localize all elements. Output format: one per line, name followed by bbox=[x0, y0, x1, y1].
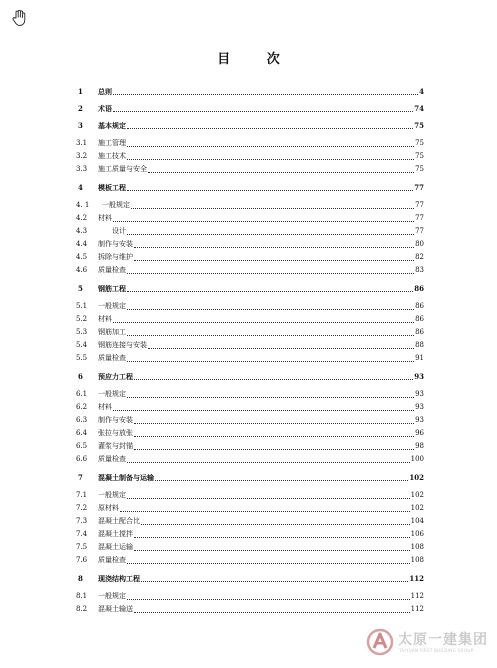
toc-entry-title: 张拉与放张 bbox=[98, 429, 133, 437]
toc-page-number: 108 bbox=[410, 556, 424, 564]
toc-page-number: 112 bbox=[410, 592, 424, 600]
toc-entry-number: 3.1 bbox=[76, 139, 88, 147]
toc-entry-number: 5.5 bbox=[76, 354, 88, 362]
toc-page-number: 83 bbox=[415, 266, 424, 274]
toc-chapter-row[interactable] bbox=[76, 573, 424, 584]
toc-section-row[interactable] bbox=[76, 591, 424, 602]
toc-entry-number: 4.3 bbox=[76, 227, 88, 235]
toc-page-number: 93 bbox=[414, 372, 424, 381]
toc-entry-number: 6.2 bbox=[76, 403, 88, 411]
toc-entry-title: 混凝土搅拌 bbox=[98, 530, 133, 538]
company-watermark bbox=[366, 628, 490, 660]
toc-page-number: 102 bbox=[410, 504, 424, 512]
toc-section-row[interactable] bbox=[76, 415, 424, 426]
toc-page-number: 77 bbox=[415, 214, 424, 222]
toc-entry-number: 5.4 bbox=[76, 341, 88, 349]
toc-entry-number: 7.4 bbox=[76, 530, 88, 538]
toc-entry-title: 混凝土输送 bbox=[98, 605, 133, 613]
toc-dot-leader bbox=[127, 145, 414, 147]
toc-dot-leader bbox=[134, 259, 414, 261]
toc-dot-leader bbox=[127, 272, 414, 274]
toc-entry-number: 1 bbox=[78, 87, 83, 96]
toc-entry-title: 拆除与维护 bbox=[98, 253, 133, 261]
toc-entry-number: 6.6 bbox=[76, 455, 88, 463]
company-logo-icon bbox=[366, 628, 394, 656]
toc-entry-title: 一般规定 bbox=[98, 592, 126, 600]
toc-dot-leader bbox=[127, 233, 414, 235]
toc-entry-number: 8.1 bbox=[76, 592, 88, 600]
toc-section-row[interactable] bbox=[76, 428, 424, 439]
toc-dot-leader bbox=[134, 378, 413, 380]
toc-entry-title: 基本规定 bbox=[98, 121, 126, 130]
toc-dot-leader bbox=[134, 448, 414, 450]
toc-entry-number: 4.6 bbox=[76, 266, 88, 274]
toc-dot-leader bbox=[127, 334, 414, 336]
toc-dot-leader bbox=[127, 189, 413, 191]
toc-section-row[interactable] bbox=[76, 529, 424, 540]
toc-dot-leader bbox=[127, 290, 413, 292]
toc-entry-title: 制作与安装 bbox=[98, 240, 133, 248]
toc-section-row[interactable] bbox=[76, 542, 424, 553]
toc-entry-number: 7.2 bbox=[76, 504, 88, 512]
toc-entry-title: 一般规定 bbox=[98, 302, 126, 310]
toc-entry-number: 4.4 bbox=[76, 240, 88, 248]
toc-entry-number: 6.4 bbox=[76, 429, 88, 437]
toc-entry-number: 7 bbox=[78, 473, 83, 482]
toc-dot-leader bbox=[120, 510, 410, 512]
toc-section-row[interactable] bbox=[76, 226, 424, 237]
toc-entry-title: 质量检查 bbox=[98, 556, 126, 564]
toc-chapter-row[interactable] bbox=[76, 371, 424, 382]
toc-dot-leader bbox=[134, 435, 414, 437]
toc-page-number: 75 bbox=[415, 152, 424, 160]
toc-section-row[interactable] bbox=[76, 353, 424, 364]
toc-section-row[interactable] bbox=[76, 314, 424, 325]
toc-entry-number: 5.1 bbox=[76, 302, 88, 310]
toc-entry-title: 施工技术 bbox=[98, 152, 126, 160]
toc-dot-leader bbox=[148, 171, 414, 173]
toc-entry-title: 材料 bbox=[98, 315, 112, 323]
toc-entry-title: 灌浆与封锚 bbox=[98, 442, 133, 450]
toc-entry-number: 8 bbox=[78, 574, 83, 583]
toc-entry-number: 7.3 bbox=[76, 517, 88, 525]
toc-entry-number: 3.2 bbox=[76, 152, 88, 160]
toc-entry-title: 混凝土配合比 bbox=[98, 517, 140, 525]
toc-section-row[interactable] bbox=[76, 604, 424, 615]
toc-entry-number: 5.3 bbox=[76, 328, 88, 336]
toc-dot-leader bbox=[141, 523, 410, 525]
toc-page-number: 86 bbox=[415, 315, 424, 323]
toc-dot-leader bbox=[113, 321, 414, 323]
toc-entry-number: 6.5 bbox=[76, 442, 88, 450]
toc-page-number: 74 bbox=[414, 104, 424, 113]
toc-page-number: 75 bbox=[414, 121, 424, 130]
toc-entry-number: 3 bbox=[78, 121, 83, 130]
toc-page-number: 75 bbox=[415, 165, 424, 173]
toc-page-number: 86 bbox=[415, 328, 424, 336]
toc-page-number: 112 bbox=[409, 574, 424, 583]
toc-entry-title: 一般规定 bbox=[98, 491, 126, 499]
toc-entry-title: 施工管理 bbox=[98, 139, 126, 147]
toc-chapter-row[interactable] bbox=[76, 472, 424, 483]
company-name: 太原一建集团 bbox=[398, 632, 488, 648]
toc-section-row[interactable] bbox=[76, 503, 424, 514]
toc-dot-leader bbox=[134, 246, 414, 248]
toc-page-number: 106 bbox=[410, 530, 424, 538]
toc-entry-title: 模板工程 bbox=[98, 183, 126, 192]
toc-section-row[interactable] bbox=[76, 138, 424, 149]
toc-section-row[interactable] bbox=[76, 252, 424, 263]
toc-entry-number: 2 bbox=[78, 104, 83, 113]
toc-page-number: 91 bbox=[415, 354, 424, 362]
toc-section-row[interactable] bbox=[76, 490, 424, 501]
company-subtitle: TAIYUAN FIRST BUILDING GROUP bbox=[399, 648, 474, 653]
toc-dot-leader bbox=[127, 158, 414, 160]
toc-chapter-row[interactable] bbox=[76, 182, 424, 193]
toc-dot-leader bbox=[127, 598, 410, 600]
toc-entry-title: 现浇结构工程 bbox=[98, 574, 140, 583]
toc-entry-number: 5 bbox=[78, 284, 83, 293]
toc-dot-leader bbox=[127, 497, 410, 499]
toc-dot-leader bbox=[127, 127, 413, 129]
toc-entry-number: 7.6 bbox=[76, 556, 88, 564]
toc-dot-leader bbox=[141, 580, 408, 582]
toc-page-number: 4 bbox=[419, 87, 424, 96]
toc-entry-number: 4. 1 bbox=[76, 201, 90, 209]
toc-entry-number: 7.1 bbox=[76, 491, 88, 499]
toc-entry-title: 材料 bbox=[98, 214, 112, 222]
toc-dot-leader bbox=[134, 549, 410, 551]
toc-entry-title: 钢筋工程 bbox=[98, 284, 126, 293]
toc-section-row[interactable] bbox=[76, 389, 424, 400]
toc-page-number: 77 bbox=[415, 201, 424, 209]
toc-page-number: 86 bbox=[415, 302, 424, 310]
toc-dot-leader bbox=[113, 110, 413, 112]
toc-page-number: 82 bbox=[415, 253, 424, 261]
toc-dot-leader bbox=[113, 220, 414, 222]
toc-entry-number: 7.5 bbox=[76, 543, 88, 551]
toc-dot-leader bbox=[134, 422, 414, 424]
toc-dot-leader bbox=[113, 93, 418, 95]
toc-page-number: 75 bbox=[415, 139, 424, 147]
toc-entry-title: 设计 bbox=[112, 227, 126, 235]
toc-chapter-row[interactable] bbox=[76, 86, 424, 97]
toc-entry-title: 质量检查 bbox=[98, 354, 126, 362]
toc-page-number: 93 bbox=[415, 390, 424, 398]
toc-entry-title: 总则 bbox=[98, 87, 112, 96]
toc-section-row[interactable] bbox=[76, 454, 424, 465]
toc-page-number: 102 bbox=[409, 473, 424, 482]
toc-page-number: 100 bbox=[410, 455, 424, 463]
toc-entry-number: 4.2 bbox=[76, 214, 88, 222]
toc-dot-leader bbox=[127, 562, 410, 564]
toc-dot-leader bbox=[127, 360, 414, 362]
toc-chapter-row[interactable] bbox=[76, 120, 424, 131]
toc-section-row[interactable] bbox=[76, 239, 424, 250]
toc-page-number: 88 bbox=[415, 341, 424, 349]
toc-dot-leader bbox=[134, 536, 410, 538]
toc-section-row[interactable] bbox=[76, 327, 424, 338]
toc-page-number: 86 bbox=[414, 284, 424, 293]
toc-entry-title: 施工质量与安全 bbox=[98, 165, 147, 173]
toc-entry-number: 5.2 bbox=[76, 315, 88, 323]
toc-section-row[interactable] bbox=[76, 164, 424, 175]
toc-dot-leader bbox=[155, 479, 408, 481]
toc-page-number: 80 bbox=[415, 240, 424, 248]
toc-page-number: 96 bbox=[415, 429, 424, 437]
toc-entry-number: 4 bbox=[78, 183, 83, 192]
toc-dot-leader bbox=[127, 396, 414, 398]
toc-entry-title: 预应力工程 bbox=[98, 372, 133, 381]
toc-page-number: 108 bbox=[410, 543, 424, 551]
toc-section-row[interactable] bbox=[76, 555, 424, 566]
toc-dot-leader bbox=[113, 409, 414, 411]
toc-page-number: 77 bbox=[415, 227, 424, 235]
toc-entry-title: 混凝土运输 bbox=[98, 543, 133, 551]
toc-entry-title: 术语 bbox=[98, 104, 112, 113]
toc-section-row[interactable] bbox=[76, 151, 424, 162]
toc-entry-number: 6.3 bbox=[76, 416, 88, 424]
toc-dot-leader bbox=[131, 207, 414, 209]
toc-entry-number: 8.2 bbox=[76, 605, 88, 613]
toc-section-row[interactable] bbox=[76, 516, 424, 527]
toc-page-number: 93 bbox=[415, 416, 424, 424]
toc-dot-leader bbox=[127, 461, 410, 463]
toc-section-row[interactable] bbox=[76, 340, 424, 351]
toc-entry-title: 一般规定 bbox=[102, 201, 130, 209]
toc-dot-leader bbox=[127, 308, 414, 310]
toc-entry-number: 6 bbox=[78, 372, 83, 381]
toc-entry-title: 材料 bbox=[98, 403, 112, 411]
toc-section-row[interactable] bbox=[76, 200, 424, 211]
hand-cursor-icon bbox=[11, 9, 27, 27]
toc-dot-leader bbox=[148, 347, 414, 349]
toc-page-number: 102 bbox=[410, 491, 424, 499]
toc-entry-title: 质量检查 bbox=[98, 455, 126, 463]
toc-section-row[interactable] bbox=[76, 301, 424, 312]
toc-page-number: 112 bbox=[410, 605, 424, 613]
toc-dot-leader bbox=[134, 611, 410, 613]
toc-entry-title: 制作与安装 bbox=[98, 416, 133, 424]
toc-section-row[interactable] bbox=[76, 265, 424, 276]
toc-page-number: 77 bbox=[414, 183, 424, 192]
toc-page-number: 104 bbox=[410, 517, 424, 525]
toc-section-row[interactable] bbox=[76, 213, 424, 224]
toc-entry-title: 钢筋连接与安装 bbox=[98, 341, 147, 349]
toc-section-row[interactable] bbox=[76, 441, 424, 452]
toc-entry-title: 原材料 bbox=[98, 504, 119, 512]
toc-entry-title: 质量检查 bbox=[98, 266, 126, 274]
toc-chapter-row[interactable] bbox=[76, 283, 424, 294]
toc-section-row[interactable] bbox=[76, 402, 424, 413]
toc-entry-number: 4.5 bbox=[76, 253, 88, 261]
toc-entry-number: 6.1 bbox=[76, 390, 88, 398]
toc-page-number: 98 bbox=[415, 442, 424, 450]
toc-entry-title: 钢筋加工 bbox=[98, 328, 126, 336]
toc-entry-title: 混凝土制备与运输 bbox=[98, 473, 154, 482]
toc-entry-title: 一般规定 bbox=[98, 390, 126, 398]
toc-page-number: 93 bbox=[415, 403, 424, 411]
toc-entry-number: 3.3 bbox=[76, 165, 88, 173]
page-title: 目 次 bbox=[217, 52, 296, 67]
toc-chapter-row[interactable] bbox=[76, 103, 424, 114]
